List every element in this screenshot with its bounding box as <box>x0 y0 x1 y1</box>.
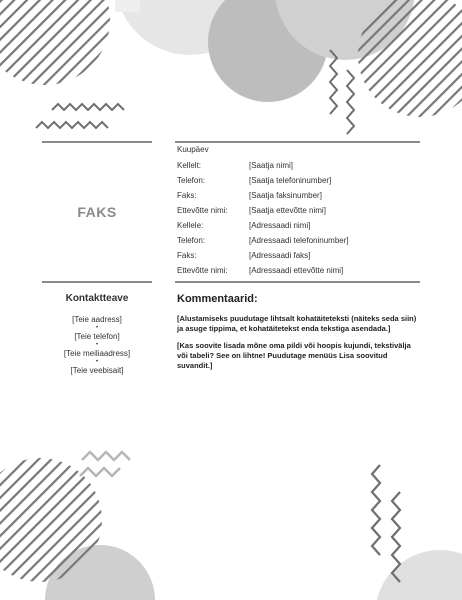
field-value-recipient-company[interactable]: [Adressaadi ettevõtte nimi] <box>249 266 344 275</box>
hatched-circle-top-left <box>0 0 120 90</box>
contact-phone[interactable]: [Teie telefon] <box>74 332 120 341</box>
page-title: FAKS <box>77 204 117 220</box>
contact-address[interactable]: [Teie aadress] <box>72 315 122 324</box>
contact-email[interactable]: [Teie meiliaadress] <box>63 349 131 358</box>
field-value-sender-name[interactable]: [Saatja nimi] <box>249 161 294 170</box>
bullet-separator: • <box>95 325 99 331</box>
field-value-sender-phone[interactable]: [Saatja telefoninumber] <box>249 176 332 185</box>
zigzag-top-left <box>36 104 124 128</box>
field-value-recipient-name[interactable]: [Adressaadi nimi] <box>249 221 311 230</box>
field-label: Faks: <box>177 191 197 200</box>
field-label: Faks: <box>177 251 197 260</box>
field-row-recipient-phone <box>177 233 417 248</box>
comment-paragraph-1[interactable]: [Alustamiseks puudutage lihtsalt kohatäiteteksti (näiteks seda siin) ja asuge tippima, et kohatäitetekst enda tekstiga asendada.] <box>177 314 417 333</box>
bullet-separator: • <box>95 359 99 365</box>
zigzag-bottom-right <box>372 465 400 582</box>
bullet-separator: • <box>95 342 99 348</box>
field-label: Telefon: <box>177 176 206 185</box>
field-row-sender-fax <box>177 188 417 203</box>
zigzag-top-right <box>330 50 354 134</box>
rule-top-left <box>42 141 152 143</box>
field-value-recipient-fax[interactable]: [Adressaadi faks] <box>249 251 311 260</box>
field-value-recipient-phone[interactable]: [Adressaadi telefoninumber] <box>249 236 349 245</box>
zigzag-bottom-left <box>80 452 130 476</box>
sender-recipient-fields <box>177 158 417 278</box>
field-value-sender-company[interactable]: [Saatja ettevõtte nimi] <box>249 206 326 215</box>
comment-paragraph-2[interactable]: [Kas soovite lisada mõne oma pildi või hoopis kujundi, tekstivälja või tabeli? See on lihtne! Puudutage menüüs Lisa soovitud suvandit.] <box>177 341 411 370</box>
field-label: Kellele: <box>177 221 204 230</box>
field-row-recipient-name <box>177 218 417 233</box>
field-label: Telefon: <box>177 236 206 245</box>
field-row-recipient-company <box>177 263 417 278</box>
comments-heading: Kommentaarid: <box>177 293 258 305</box>
field-value-sender-fax[interactable]: [Saatja faksinumber] <box>249 191 322 200</box>
field-row-sender-phone <box>177 173 417 188</box>
field-row-sender-name <box>177 158 417 173</box>
contact-website[interactable]: [Teie veebisait] <box>70 366 124 375</box>
rule-top-right <box>175 141 420 143</box>
bottom-circles <box>45 545 462 600</box>
contact-list <box>42 315 152 376</box>
field-label: Ettevõtte nimi: <box>177 206 228 215</box>
field-row-sender-company <box>177 203 417 218</box>
field-label: Kellelt: <box>177 161 202 170</box>
contact-heading: Kontaktteave <box>65 293 129 304</box>
field-row-recipient-fax <box>177 248 417 263</box>
date-field[interactable]: Kuupäev <box>177 145 209 154</box>
rule-mid-right <box>175 281 420 283</box>
field-label: Ettevõtte nimi: <box>177 266 228 275</box>
rule-mid-left <box>42 281 152 283</box>
